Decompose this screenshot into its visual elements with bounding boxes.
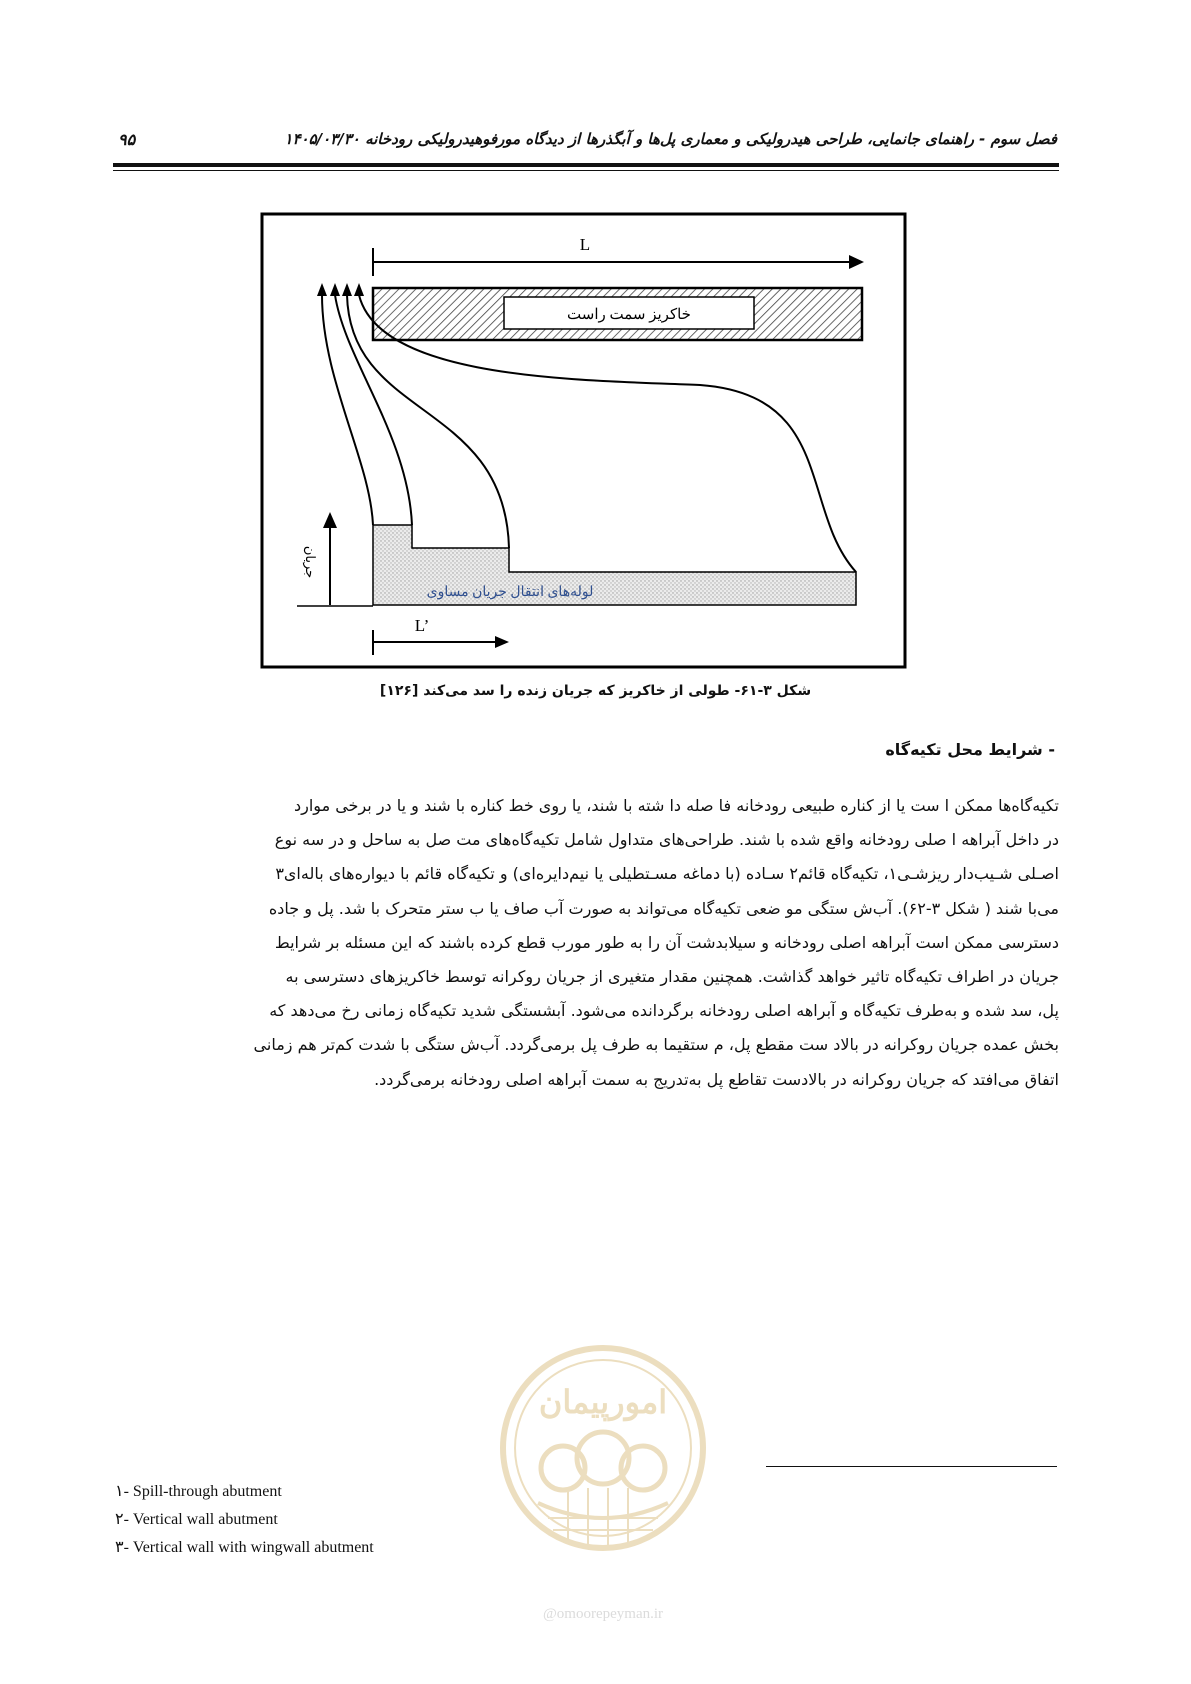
section-title: - شرایط محل تکیه‌گاه — [885, 740, 1055, 759]
running-title: فصل سوم - راهنمای جانمایی، طراحی هیدرولیکی و معماری پل‌ها و آبگذرها از دیدگاه مورفوهیدرولیکی رودخانه ۱۴۰۵/۰۳/۳۰ — [284, 130, 1057, 148]
paragraph-line: تکیه‌گاه‌ها ممکن ا ست یا از کناره طبیعی رودخانه فا صله دا شته با شند، یا روی خط کناره با شند و یا در برخی موارد — [294, 796, 1059, 815]
page-number: ۹۵ — [118, 130, 136, 149]
streamline-1 — [322, 295, 373, 525]
streamline-arrowhead-2 — [330, 283, 340, 296]
embankment-label: خاکریز سمت راست — [567, 307, 691, 323]
figure-caption: شکل ۳-۶۱- طولی از خاکریز که جریان زنده را سد می‌کند [۱۲۶] — [379, 683, 812, 699]
paragraph-line: می‌با شند ( شکل ۳-۶۲). آب‌ش ستگی مو ضعی تکیه‌گاه می‌تواند به صورت آب صاف یا ب ستر متحرک با شد. پل و جاده — [268, 898, 1059, 918]
length-label: L — [579, 235, 591, 254]
streamline-arrowhead-4 — [354, 283, 364, 296]
footnotes — [115, 1478, 374, 1562]
flow-arrowhead — [323, 512, 337, 528]
embankment-flow-figure — [0, 0, 1191, 700]
watermark-logo-text: امورپیمان — [538, 1384, 668, 1420]
paragraph-line: اتفاق می‌افتد که جریان روکرانه در بالادست تقاطع پل به‌تدریج به سمت آبراهه اصلی رودخانه برمی‌گردد. — [374, 1069, 1059, 1089]
footnote: ۲- Vertical wall abutment — [115, 1511, 278, 1528]
footnote: ۱- Spill-through abutment — [115, 1483, 282, 1500]
paragraph-line: جریان در اطراف تکیه‌گاه تاثیر خواهد گذاشت. همچنین مقدار متغیری از جریان روکرانه توسط خاکریزهای دسترسی به — [285, 967, 1059, 987]
paragraph-line: پل، سد شده و به‌طرف تکیه‌گاه و آبراهه اصلی رودخانه برگردانده می‌شود. آبشستگی شدید تکیه‌گاه زمانی رخ می‌دهد که — [269, 1001, 1059, 1021]
paragraph-line: دسترسی ممکن است آبراهه اصلی رودخانه و سیلابدشت آن را به طور مورب قطع کرده باشند که این مسئله بر شرایط — [274, 932, 1059, 952]
streamline-arrowhead-3 — [342, 283, 352, 296]
footnote-rule — [766, 1466, 1057, 1467]
paragraph-line: اصـلی شـیب‌دار ریزشـی۱، تکیه‌گاه قائم۲ سـاده (با دماغه مسـتطیلی یا نیم‌دایره‌ای) و تکیه‌گاه قائم با دیواره‌های باله‌ای۳ — [275, 864, 1059, 884]
paragraph-line: در داخل آبراهه ا صلی رودخانه واقع شده با شند. طراحی‌های متداول شامل تکیه‌گاه‌های مت صل به ساحل و در سه نوع — [274, 830, 1059, 850]
watermark-site: @omoorepeyman.ir — [542, 1606, 664, 1622]
short-length-arrowhead — [495, 636, 509, 648]
watermark-logo — [478, 1318, 728, 1628]
section-paragraph — [115, 789, 1059, 1097]
flow-label: جریان — [303, 545, 318, 579]
paragraph-line: بخش عمده جریان روکرانه در بالاد ست مقطع پل، م ستقیما به طرف پل برمی‌گردد. آب‌ش ستگی با شدت کم‌تر هم زمانی — [253, 1035, 1059, 1055]
short-length-label: L’ — [414, 616, 430, 635]
footnote: ۳- Vertical wall with wingwall abutment — [115, 1539, 374, 1556]
length-arrowhead — [849, 255, 864, 269]
conduits-label: لوله‌های انتقال جریان مساوی — [426, 585, 594, 600]
streamline-arrowhead-1 — [317, 283, 327, 296]
